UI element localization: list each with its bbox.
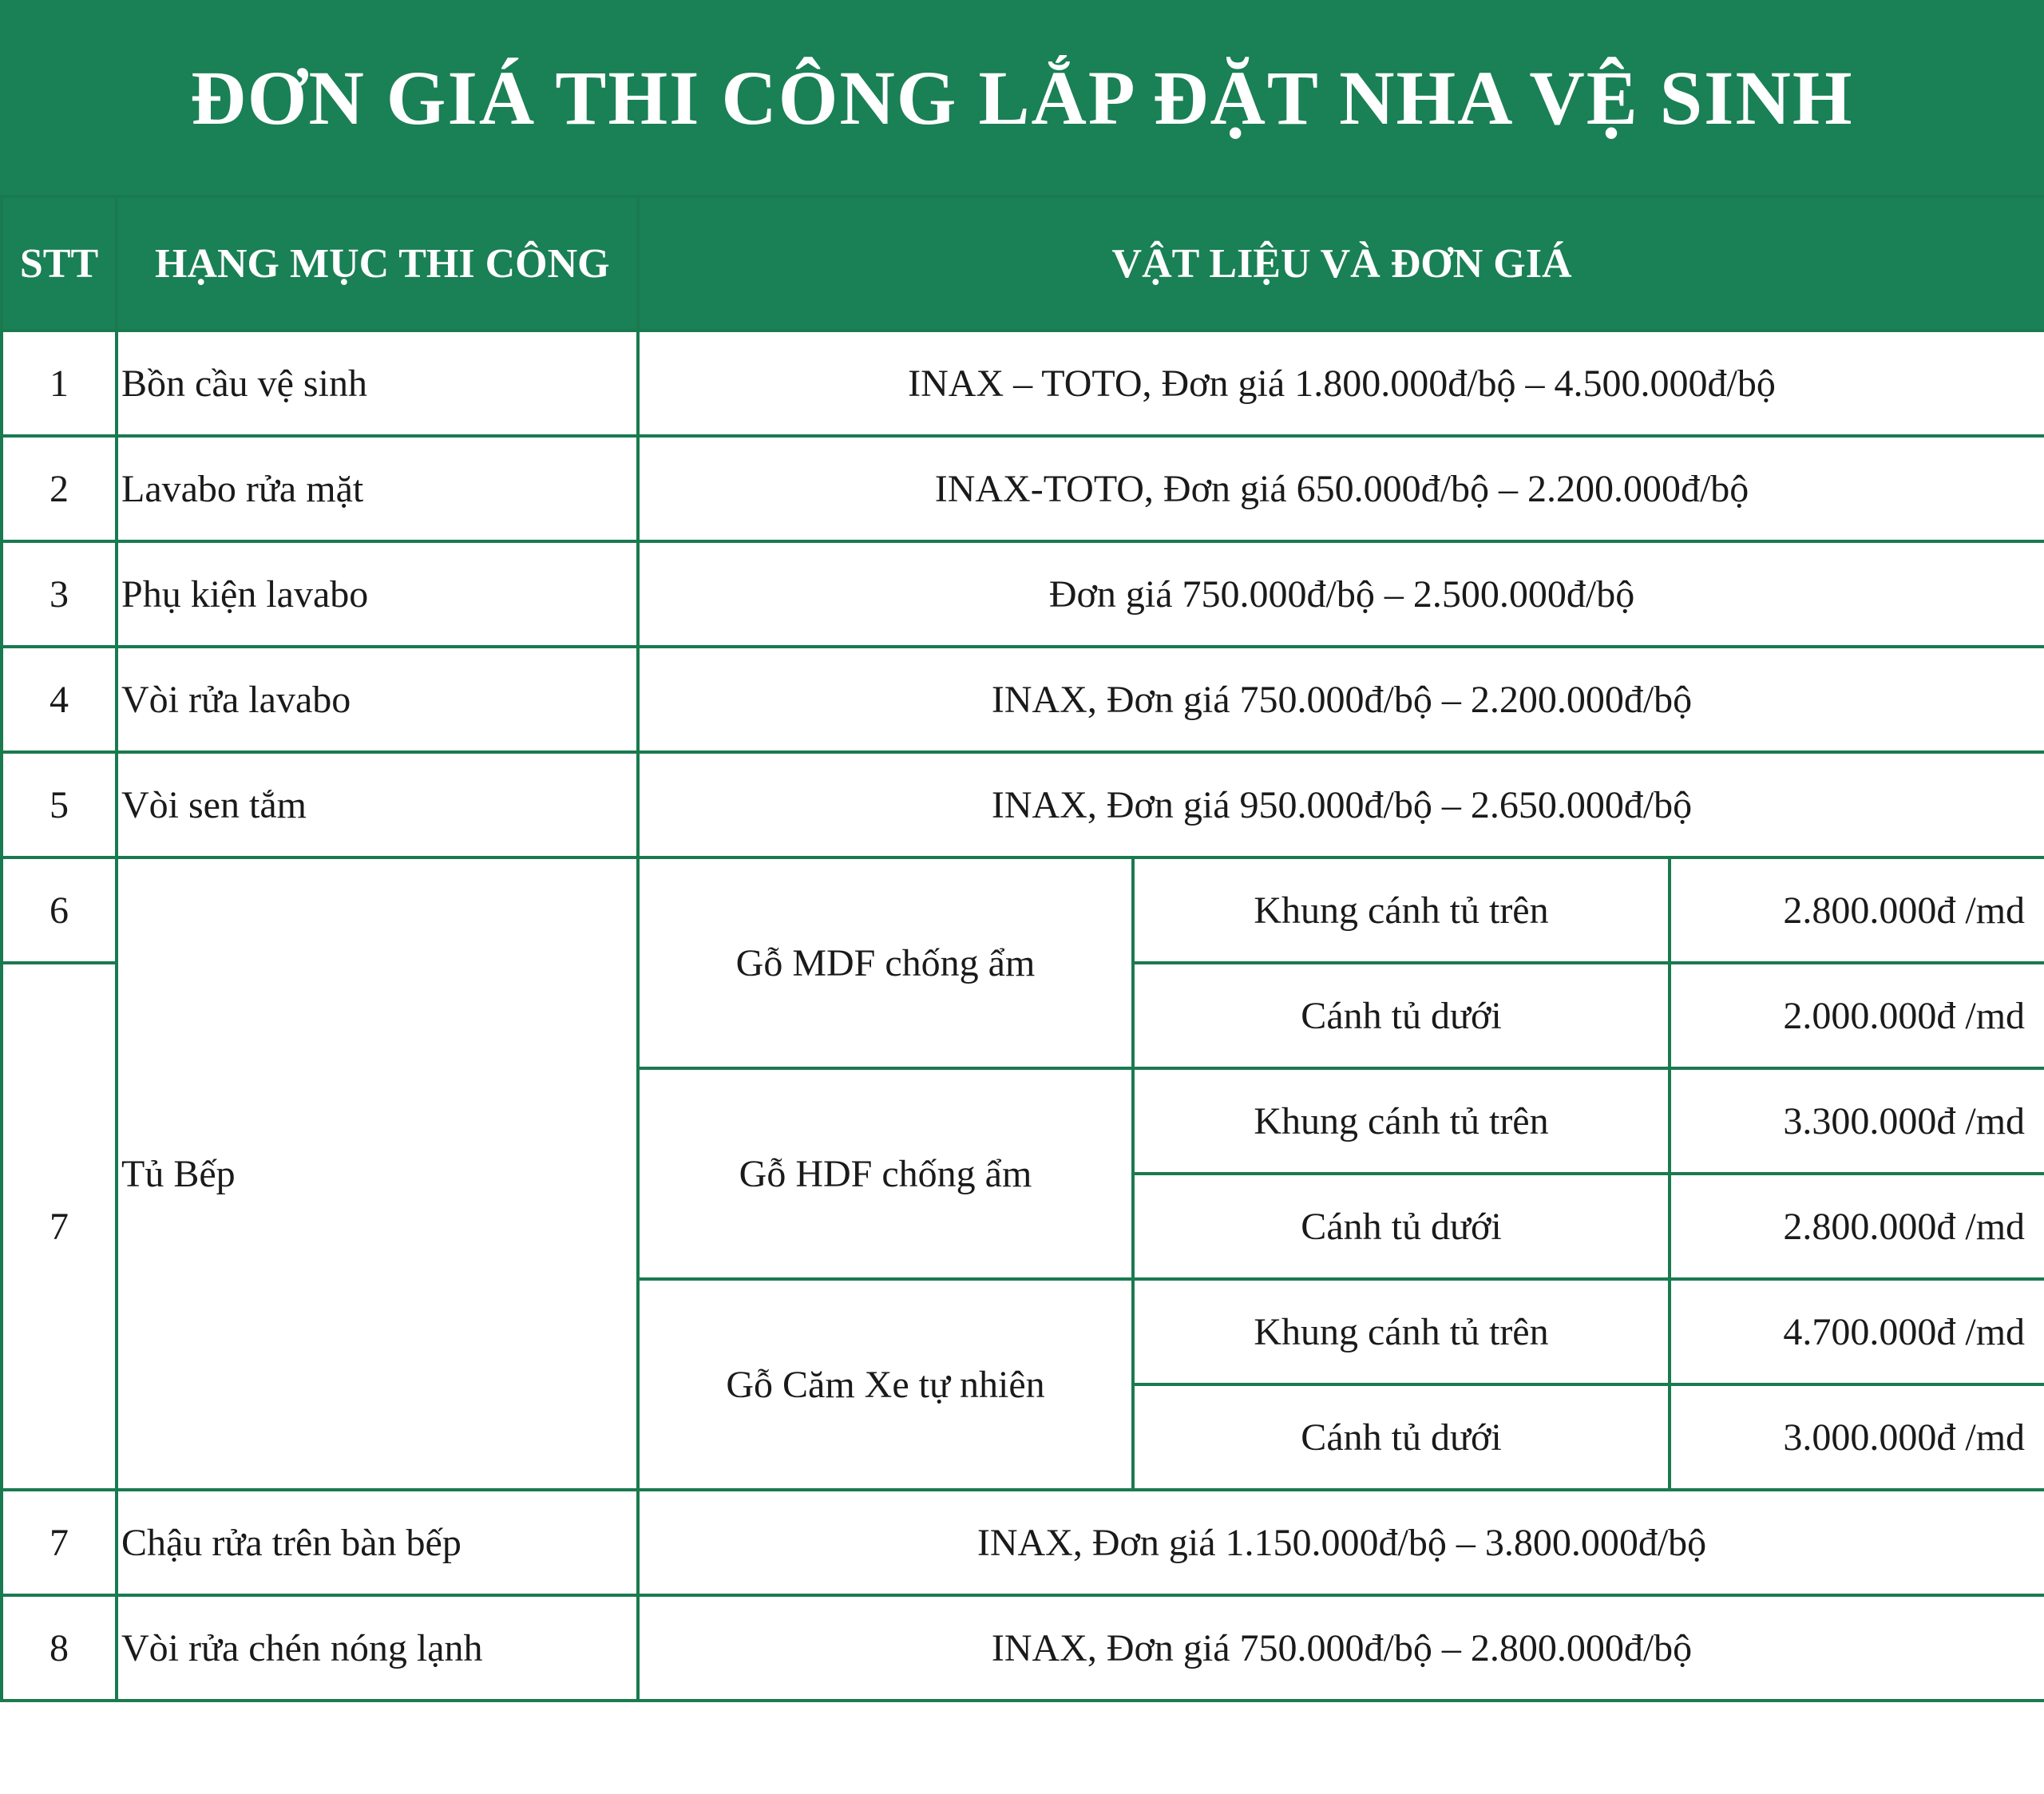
cabinet-part: Khung cánh tủ trên — [1133, 857, 1670, 963]
row-stt: 4 — [2, 647, 117, 752]
row-stt: 7 — [2, 1490, 117, 1595]
row-category: Chậu rửa trên bàn bếp — [117, 1490, 638, 1595]
row-category: Lavabo rửa mặt — [117, 436, 638, 541]
cabinet-stt-a: 6 — [2, 857, 117, 963]
cabinet-price: 3.300.000đ /md — [1670, 1068, 2044, 1174]
row-material: INAX, Đơn giá 750.000đ/bộ – 2.200.000đ/bộ — [638, 647, 2044, 752]
header-material: VẬT LIỆU VÀ ĐƠN GIÁ — [638, 196, 2044, 331]
row-stt: 2 — [2, 436, 117, 541]
cabinet-part: Khung cánh tủ trên — [1133, 1279, 1670, 1384]
table-row — [2, 752, 2044, 857]
wood-type: Gỗ Căm Xe tự nhiên — [638, 1279, 1133, 1490]
cabinet-part: Cánh tủ dưới — [1133, 963, 1670, 1068]
table-row — [2, 541, 2044, 647]
row-material: INAX-TOTO, Đơn giá 650.000đ/bộ – 2.200.000đ/bộ — [638, 436, 2044, 541]
page-title: ĐƠN GIÁ THI CÔNG LẮP ĐẶT NHA VỆ SINH — [0, 0, 2044, 195]
row-material: INAX, Đơn giá 750.000đ/bộ – 2.800.000đ/bộ — [638, 1595, 2044, 1701]
wood-type: Gỗ HDF chống ẩm — [638, 1068, 1133, 1279]
row-category: Phụ kiện lavabo — [117, 541, 638, 647]
row-category: Bồn cầu vệ sinh — [117, 331, 638, 436]
row-category: Vòi sen tắm — [117, 752, 638, 857]
cabinet-price: 2.800.000đ /md — [1670, 1174, 2044, 1279]
cabinet-price: 2.000.000đ /md — [1670, 963, 2044, 1068]
table-row — [2, 331, 2044, 436]
row-material: INAX – TOTO, Đơn giá 1.800.000đ/bộ – 4.500.000đ/bộ — [638, 331, 2044, 436]
row-stt: 1 — [2, 331, 117, 436]
row-category: Vòi rửa lavabo — [117, 647, 638, 752]
row-stt: 8 — [2, 1595, 117, 1701]
table-row — [2, 1490, 2044, 1595]
cabinet-price: 3.000.000đ /md — [1670, 1384, 2044, 1490]
row-material: Đơn giá 750.000đ/bộ – 2.500.000đ/bộ — [638, 541, 2044, 647]
header-stt: STT — [2, 196, 117, 331]
row-stt: 5 — [2, 752, 117, 857]
row-material: INAX, Đơn giá 950.000đ/bộ – 2.650.000đ/bộ — [638, 752, 2044, 857]
cabinet-price: 2.800.000đ /md — [1670, 857, 2044, 963]
table-row — [2, 436, 2044, 541]
row-material: INAX, Đơn giá 1.150.000đ/bộ – 3.800.000đ/bộ — [638, 1490, 2044, 1595]
row-stt: 3 — [2, 541, 117, 647]
cabinet-part: Cánh tủ dưới — [1133, 1384, 1670, 1490]
table-header-row — [2, 196, 2044, 331]
cabinet-part: Cánh tủ dưới — [1133, 1174, 1670, 1279]
cabinet-part: Khung cánh tủ trên — [1133, 1068, 1670, 1174]
table-row — [2, 1595, 2044, 1701]
row-category: Vòi rửa chén nóng lạnh — [117, 1595, 638, 1701]
cabinet-stt-b: 7 — [2, 963, 117, 1490]
cabinet-price: 4.700.000đ /md — [1670, 1279, 2044, 1384]
cabinet-row — [2, 857, 2044, 963]
price-table — [0, 195, 2044, 1702]
table-row — [2, 647, 2044, 752]
cabinet-category: Tủ Bếp — [117, 857, 638, 1490]
header-category: HẠNG MỤC THI CÔNG — [117, 196, 638, 331]
wood-type: Gỗ MDF chống ẩm — [638, 857, 1133, 1068]
